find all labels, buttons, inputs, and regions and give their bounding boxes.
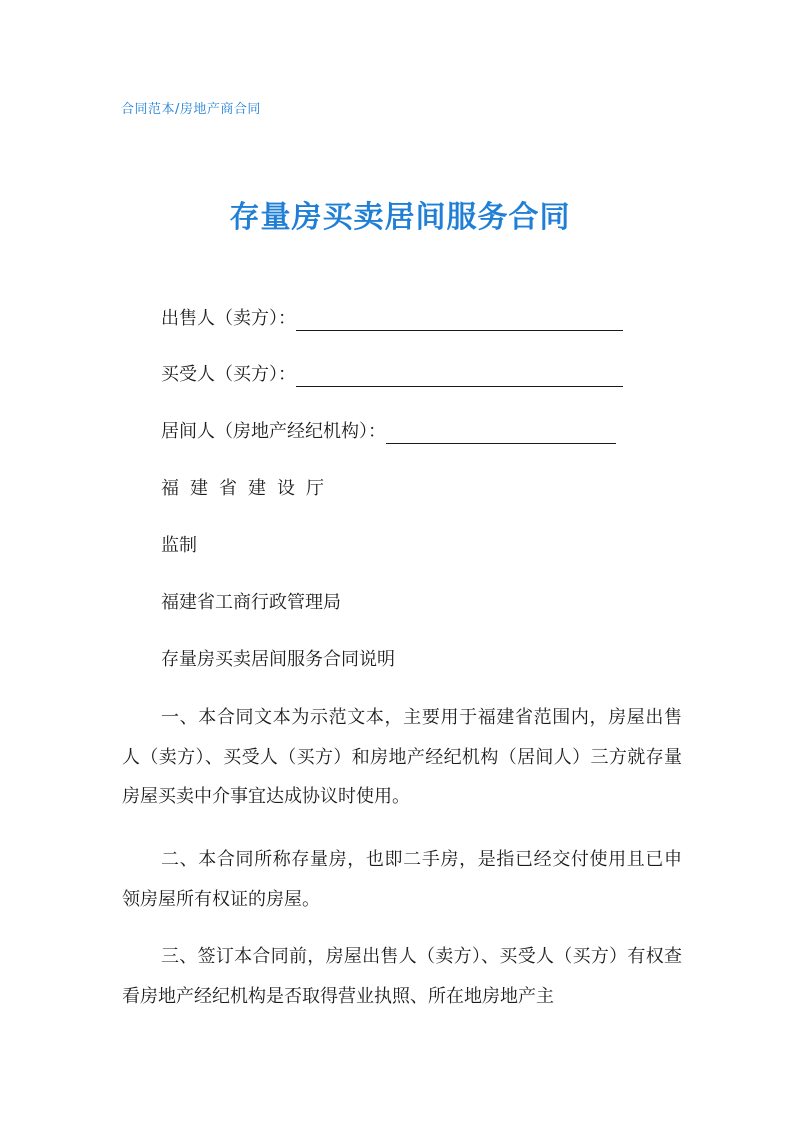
agent-blank [386, 423, 616, 444]
supervise-label: 监制 [161, 535, 197, 556]
breadcrumb[interactable]: 合同范本/房地产商合同 [121, 102, 261, 117]
agent-label: 居间人（房地产经纪机构）： [161, 421, 386, 442]
authority-commerce: 福建省工商行政管理局 [161, 592, 341, 613]
notes-title: 存量房买卖居间服务合同说明 [161, 649, 395, 670]
buyer-blank [296, 366, 623, 387]
seller-field [161, 307, 623, 331]
document-title: 存量房买卖居间服务合同 [229, 200, 571, 235]
paragraph-3: 三、签订本合同前，房屋出售人（卖方）、买受人（买方）有权查看房地产经纪机构是否取得营业执照、所在地房地产主 [122, 946, 682, 1007]
buyer-field [161, 363, 623, 387]
seller-blank [296, 310, 623, 331]
authority-construction: 福建省建设厅 [161, 478, 335, 499]
agent-field [161, 420, 616, 444]
buyer-label: 买受人（买方）： [161, 364, 296, 385]
seller-label: 出售人（卖方）： [161, 308, 296, 329]
paragraph-1: 一、本合同文本为示范文本，主要用于福建省范围内，房屋出售人（卖方）、买受人（买方）和房地产经纪机构（居间人）三方就存量房屋买卖中介事宜达成协议时使用。 [122, 707, 682, 807]
paragraph-2: 二、本合同所称存量房，也即二手房，是指已经交付使用且已申领房屋所有权证的房屋。 [122, 849, 682, 910]
